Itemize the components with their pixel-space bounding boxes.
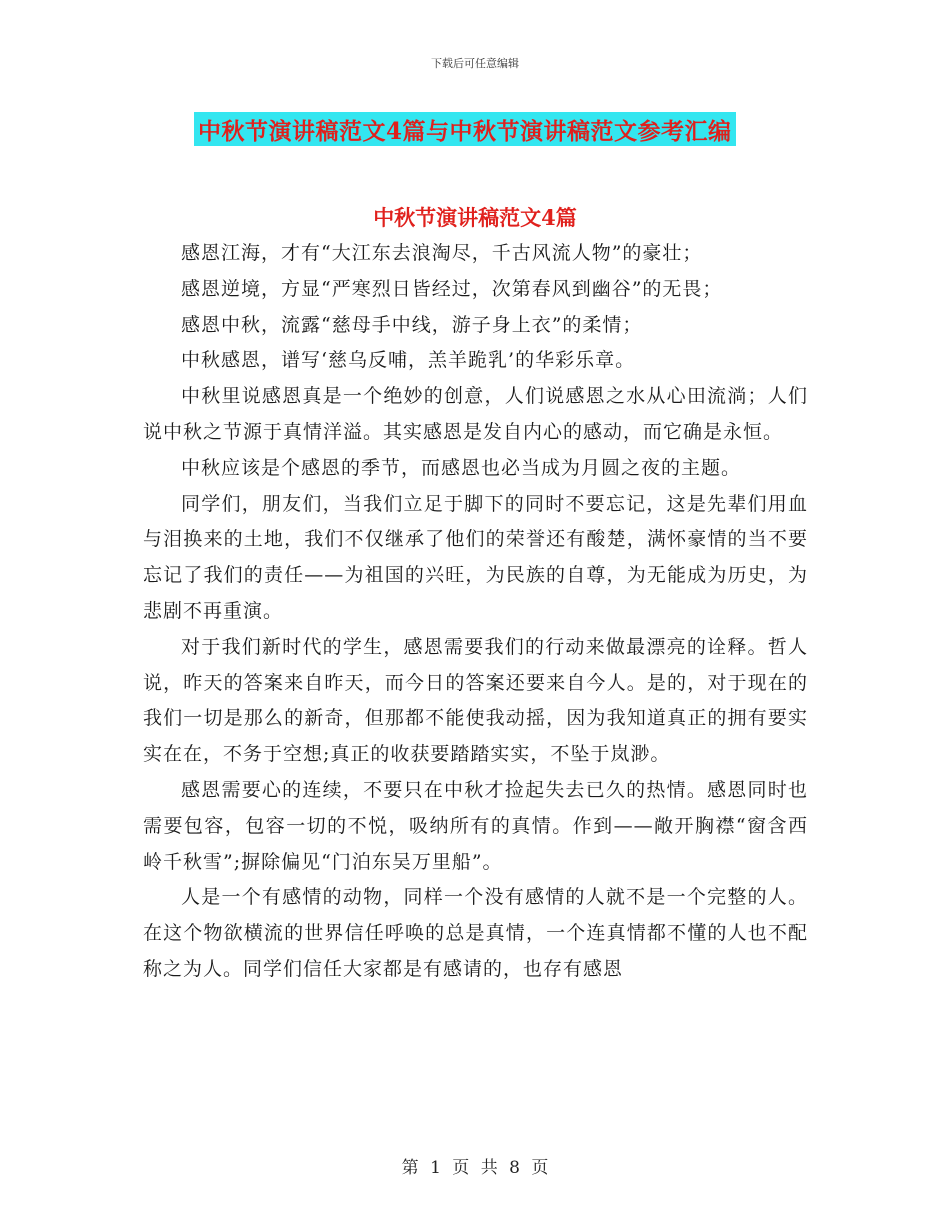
paragraph: 感恩中秋，流露“慈母手中线，游子身上衣”的柔情； [181,313,643,336]
document-title-highlight [194,112,736,146]
paragraph: 对于我们新时代的学生，感恩需要我们的行动来做最漂亮的诠释。哲人说，昨天的答案来自昨天，而今日的答案还要来自今人。是的，对于现在的我们一切是那么的新奇，但那都不能使我动摇，因为我知道真正的拥有要实实在在，不务于空想;真正的收获要踏踏实实，不坠于岚渺。 [143,635,808,766]
page-number-footer: 第 1 页 共 8 页 [401,1158,549,1178]
paragraph: 感恩需要心的连续，不要只在中秋才捡起失去已久的热情。感恩同时也需要包容，包容一切的不悦，吸纳所有的真情。作到——敞开胸襟“窗含西岭千秋雪”;摒除偏见“门泊东吴万里船”。 [143,778,808,873]
paragraph: 中秋感恩，谱写‘慈乌反哺，羔羊跪乳’的华彩乐章。 [181,349,636,372]
paragraph: 中秋里说感恩真是一个绝妙的创意，人们说感恩之水从心田流淌；人们说中秋之节源于真情洋溢。其实感恩是发自内心的感动，而它确是永恒。 [143,385,808,443]
paragraph: 同学们，朋友们，当我们立足于脚下的同时不要忘记，这是先辈们用血与泪换来的土地，我们不仅继承了他们的荣誉还有酸楚，满怀豪情的当不要忘记了我们的责任——为祖国的兴旺，为民族的自尊，为无能成为历史，为悲剧不再重演。 [143,492,808,622]
header-note: 下载后可任意编辑 [431,57,519,70]
document-body [143,218,808,988]
paragraph: 中秋应该是个感恩的季节，而感恩也必当成为月圆之夜的主题。 [181,456,742,479]
section-title: 中秋节演讲稿范文4篇 [373,205,577,230]
paragraph: 人是一个有感情的动物，同样一个没有感情的人就不是一个完整的人。在这个物欲横流的世界信任呼唤的总是真情，一个连真情都不懂的人也不配称之为人。同学们信任大家都是有感请的，也存有感恩 [143,886,808,980]
document-title: 中秋节演讲稿范文4篇与中秋节演讲稿范文参考汇编 [198,117,732,145]
paragraph: 感恩逆境，方显“严寒烈日皆经过，次第春风到幽谷”的无畏； [181,277,723,300]
paragraph: 感恩江海，才有“大江东去浪淘尽，千古风流人物”的豪壮； [181,242,703,264]
